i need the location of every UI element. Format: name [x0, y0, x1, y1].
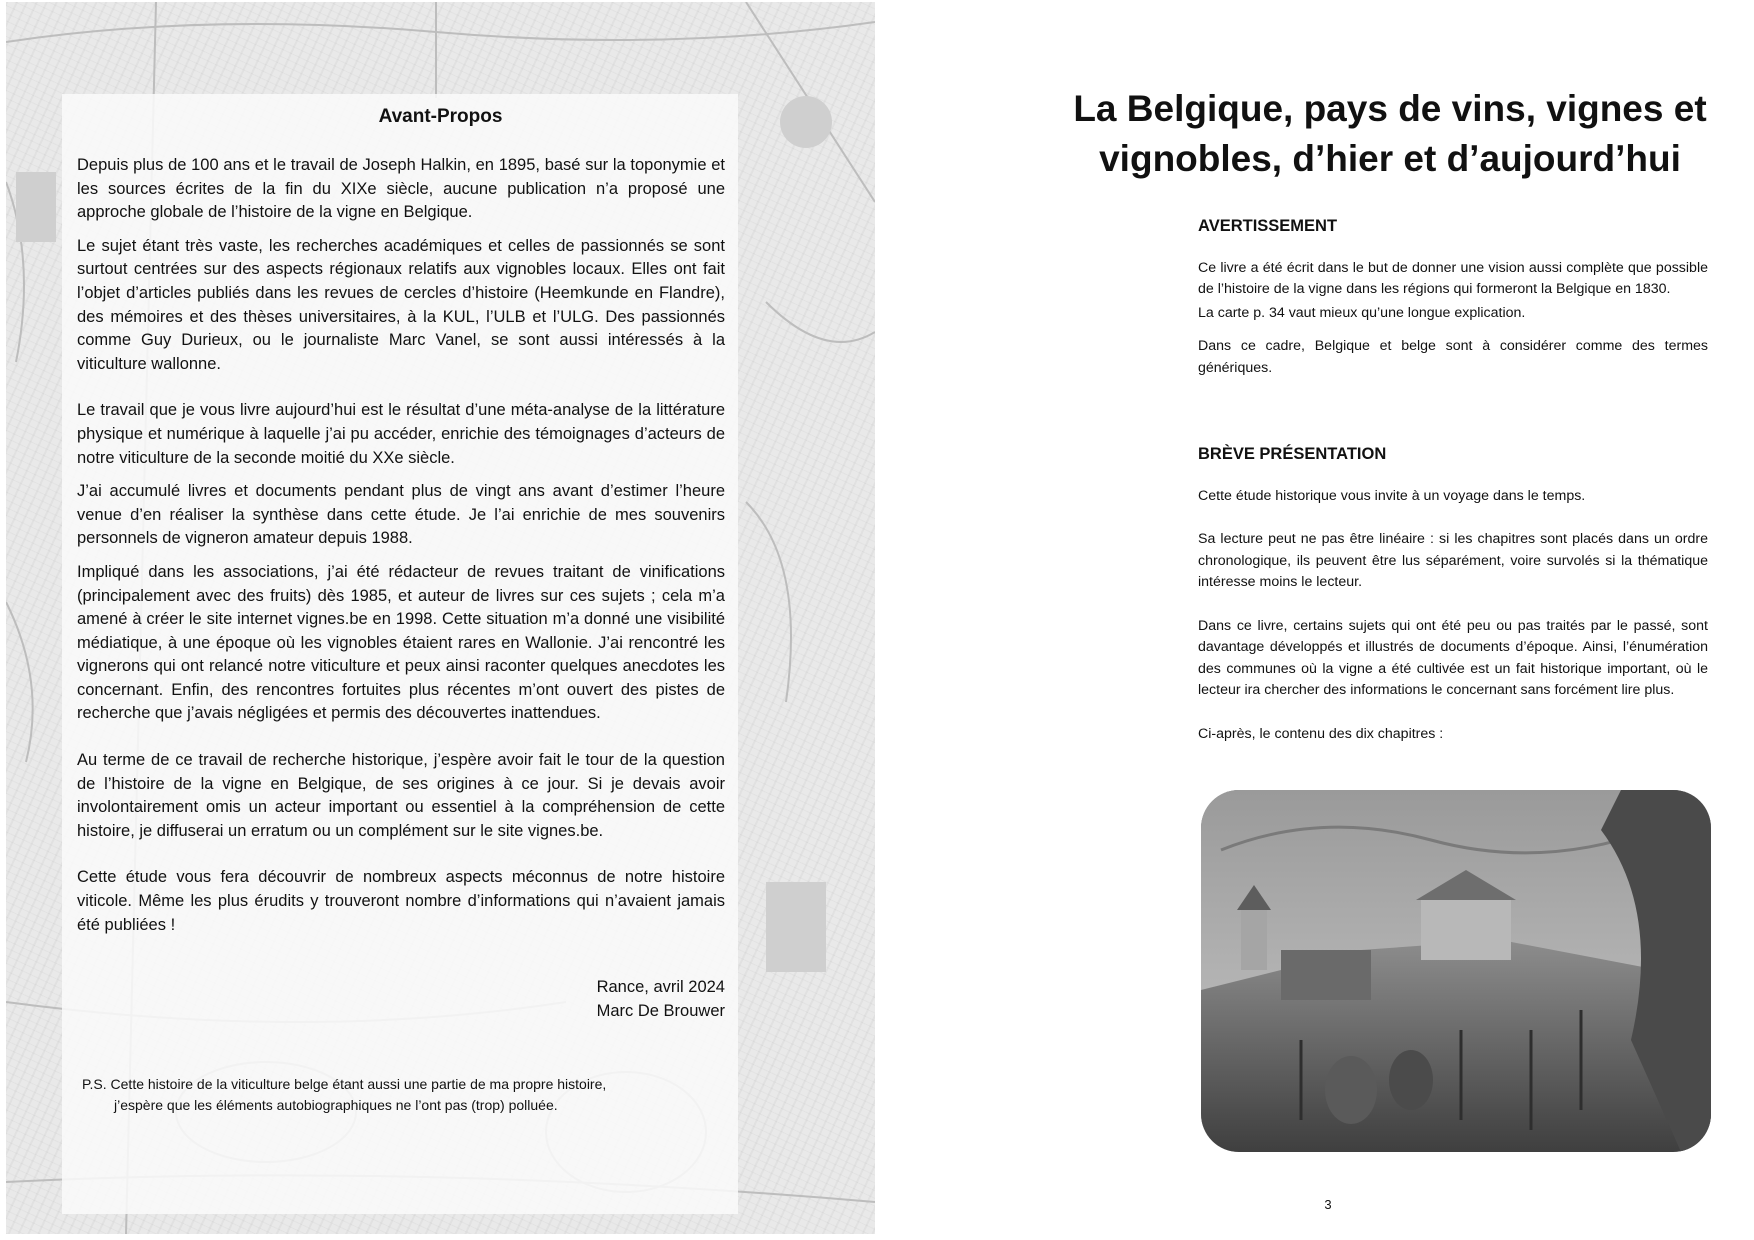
- signature-block: [446, 976, 725, 1023]
- presentation-paragraph: Sa lecture peut ne pas être linéaire : si les chapitres sont placés dans un ordre chronologique, ils peuvent être lus séparément, voire survolés si la thématique intéresse moins le lecteur.: [1198, 531, 1708, 590]
- page-number: 3: [1324, 1197, 1332, 1212]
- book-title: [1030, 84, 1750, 184]
- postscript-line-2: j’espère que les éléments autobiographiques ne l’ont pas (trop) polluée.: [114, 1097, 558, 1113]
- presentation-paragraph: Cette étude historique vous invite à un voyage dans le temps.: [1198, 487, 1586, 504]
- presentation-heading: BRÈVE PRÉSENTATION: [1198, 445, 1387, 463]
- author-name: Marc De Brouwer: [596, 1001, 725, 1020]
- book-title-line-2: vignobles, d’hier et d’aujourd’hui: [1099, 138, 1681, 179]
- presentation-paragraph: Dans ce livre, certains sujets qui ont été peu ou pas traités par le passé, sont davantage développés et illustrés de documents d’époque. Ainsi, l’énumération des communes où la vigne a été cultivée est un fait historique important, où le lecteur ira chercher des informations le concernant sans forcément lire plus.: [1198, 617, 1708, 698]
- foreword-paragraph: Au terme de ce travail de recherche historique, j’espère avoir fait le tour de la question de l’histoire de la vigne en Belgique, de ses origines à ce jour. Si je devais avoir involontairement omis un acteur important ou essentiel à la compréhension de cette histoire, je diffuserai un erratum ou un complément sur le site vignes.be.: [77, 751, 725, 840]
- left-page: [6, 2, 875, 1234]
- presentation-paragraph: Ci-après, le contenu des dix chapitres :: [1198, 725, 1444, 742]
- place-date: Rance, avril 2024: [596, 978, 725, 996]
- postscript: [82, 1074, 725, 1116]
- warning-paragraph: Ce livre a été écrit dans le but de donner une vision aussi complète que possible de l’histoire de la vigne dans les régions qui formeront la Belgique en 1830.: [1198, 259, 1708, 297]
- warning-section: [1198, 216, 1708, 391]
- foreword-body: [77, 154, 725, 947]
- warning-paragraph: Dans ce cadre, Belgique et belge sont à considérer comme des termes génériques.: [1198, 338, 1708, 376]
- foreword-title: Avant-Propos: [378, 106, 503, 127]
- warning-paragraph: La carte p. 34 vaut mieux qu’une longue explication.: [1198, 304, 1526, 321]
- foreword-paragraph: Le travail que je vous livre aujourd’hui est le résultat d’une méta-analyse de la littérature physique et numérique à laquelle j’ai pu accéder, enrichie des témoignages d’acteurs de notre viticulture de la seconde moitié du XXe siècle.: [77, 401, 725, 467]
- postscript-line-1: P.S. Cette histoire de la viticulture belge étant aussi une partie de ma propre histoire,: [82, 1076, 607, 1092]
- foreword-paragraph: Cette étude vous fera découvrir de nombreux aspects méconnus de notre histoire viticole. Même les plus érudits y trouveront nombre d’informations qui n’avaient jamais été publiées !: [77, 868, 725, 934]
- foreword-paragraph: Le sujet étant très vaste, les recherches académiques et celles de passionnés se sont surtout centrées sur des aspects régionaux relatifs aux vignobles locaux. Elles ont fait l’objet d’articles publiés dans les revues de cercles d’histoire (Heemkunde en Flandre), des mémoires et des thèses universitaires, à la KUL, l’ULB et l’ULG. Des passionnés comme Guy Durieux, ou le journaliste Marc Vanel, se sont aussi intéressés à la viticulture wallonne.: [77, 236, 725, 373]
- presentation-section: [1198, 444, 1708, 757]
- warning-heading: AVERTISSEMENT: [1198, 217, 1338, 235]
- foreword-paragraph: Depuis plus de 100 ans et le travail de Joseph Halkin, en 1895, basé sur la toponymie et les sources écrites de la fin du XIXe siècle, aucune publication n’a proposé une approche globale de l’histoire de la vigne en Belgique.: [77, 156, 725, 222]
- vineyard-engraving-image: [1201, 790, 1711, 1152]
- book-title-line-1: La Belgique, pays de vins, vignes et: [1073, 88, 1707, 129]
- foreword-paragraph: J’ai accumulé livres et documents pendant plus de vingt ans avant d’estimer l’heure venue d’en réaliser la synthèse dans cette étude. Je l’ai enrichie de mes souvenirs personnels de vigneron amateur depuis 1988.: [77, 482, 725, 548]
- foreword-paragraph: Impliqué dans les associations, j’ai été rédacteur de revues traitant de vinifications (principalement avec des fruits) dès 1985, et auteur de livres sur ces sujets ; cela m’a amené à créer le site internet vignes.be en 1998. Cette situation m’a donné une visibilité médiatique, à une époque où les vignobles étaient rares en Wallonie. J’ai rencontré les vignerons qui ont relancé notre viticulture et peux ainsi raconter quelques anecdotes les concernant. Enfin, des rencontres fortuites plus récentes m’ont ouvert des pistes de recherche que j’avais négligées et permis des découvertes inattendues.: [77, 562, 725, 723]
